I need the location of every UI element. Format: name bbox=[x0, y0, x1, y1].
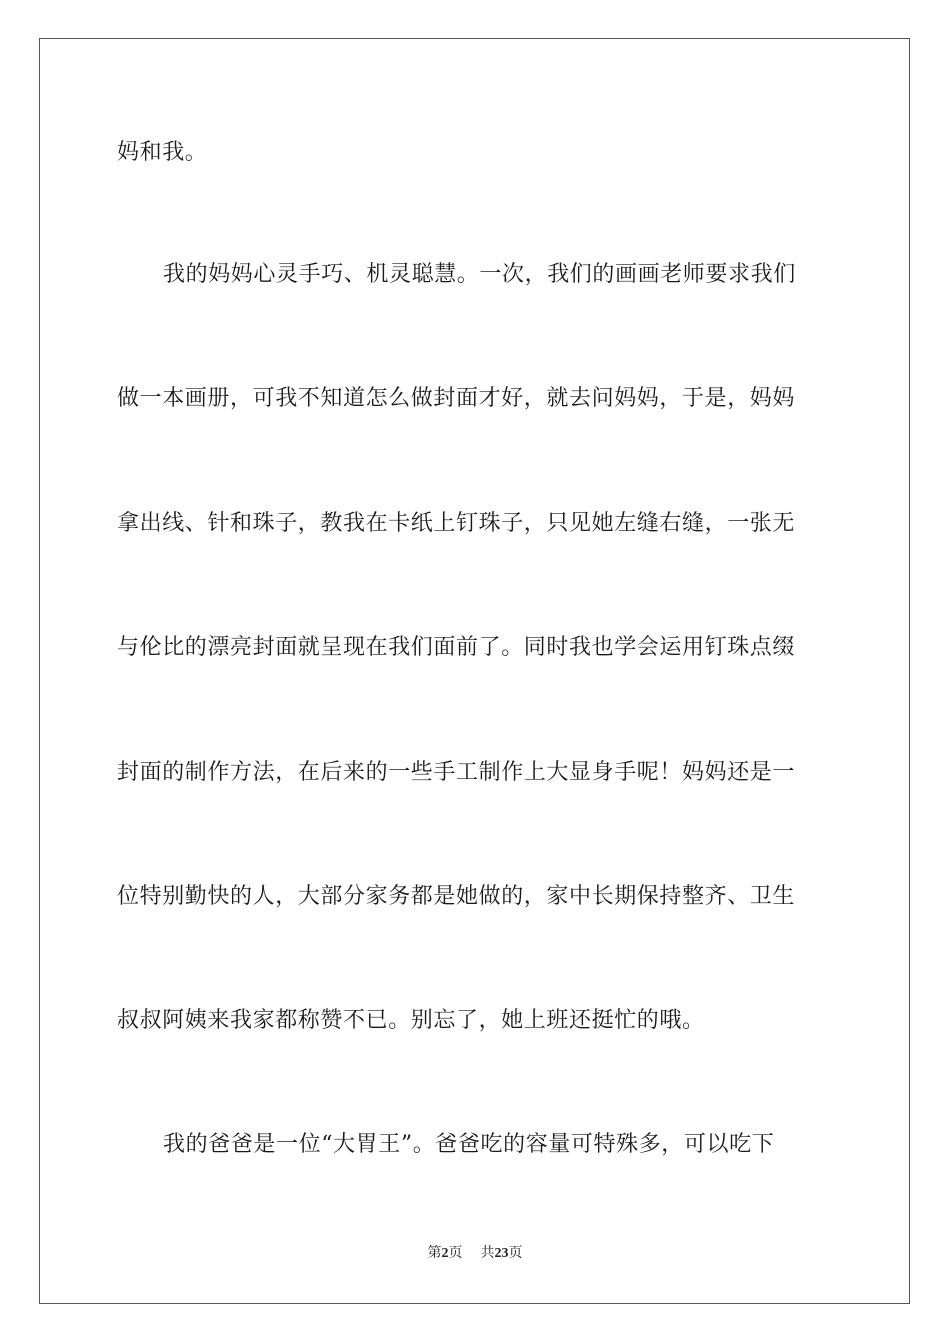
total-prefix: 共 bbox=[480, 1245, 495, 1261]
paragraph-start-line: 我的妈妈心灵手巧、机灵聪慧。一次，我们的画画老师要求我们 bbox=[163, 262, 796, 287]
total-pages: 23 bbox=[494, 1246, 509, 1261]
text-line: 拿出线、针和珠子，教我在卡纸上钉珠子，只见她左缝右缝，一张无 bbox=[117, 511, 796, 536]
page-border bbox=[39, 38, 910, 1304]
text-line: 妈和我。 bbox=[117, 140, 208, 165]
text-line: 与伦比的漂亮封面就呈现在我们面前了。同时我也学会运用钉珠点缀 bbox=[117, 635, 796, 660]
text-line: 位特别勤快的人，大部分家务都是她做的，家中长期保持整齐、卫生 bbox=[117, 884, 796, 909]
text-line: 封面的制作方法，在后来的一些手工制作上大显身手呢！妈妈还是一 bbox=[117, 760, 796, 785]
total-suffix: 页 bbox=[508, 1245, 523, 1261]
page-suffix: 页 bbox=[448, 1245, 463, 1261]
page-footer bbox=[0, 1243, 950, 1264]
paragraph-start-line: 我的爸爸是一位“大胃王”。爸爸吃的容量可特殊多，可以吃下 bbox=[163, 1132, 775, 1157]
text-line: 叔叔阿姨来我家都称赞不已。别忘了，她上班还挺忙的哦。 bbox=[117, 1008, 705, 1033]
page-prefix: 第 bbox=[427, 1245, 442, 1261]
page-number: 2 bbox=[441, 1246, 449, 1261]
text-line: 做一本画册，可我不知道怎么做封面才好，就去问妈妈，于是，妈妈 bbox=[117, 386, 796, 411]
